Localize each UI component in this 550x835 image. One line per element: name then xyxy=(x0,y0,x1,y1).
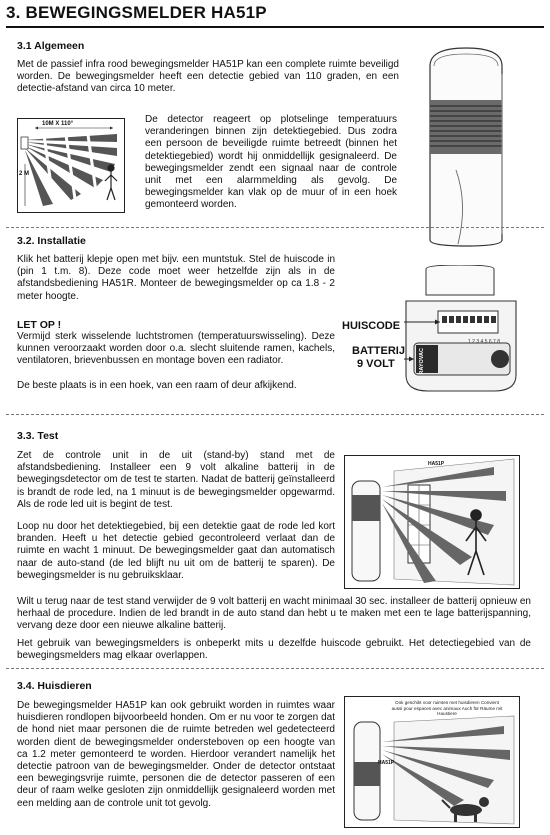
divider xyxy=(6,414,544,415)
label-huiscode: HUISCODE xyxy=(342,320,401,332)
letop-paragraph-2: De beste plaats is in een hoek, van een raam of deur afkijkend. xyxy=(17,380,297,391)
divider xyxy=(6,227,544,228)
dip-switch-numbers: 1 2 3 4 5 6 7 8 xyxy=(468,339,500,345)
test-paragraph-1: Zet de controle unit in de uit (stand-by) stand met de afstandsbediening. Installeer een 9 volt alkaline batterij in de bewegingsdetector om de test te starten. Nadat de batterij geïnstalleerd is brandt de rode led, na 1 minuut is de bewegingsmelder opgewarmd. Als de rode led uit is begint de test. xyxy=(17,450,335,510)
letop-heading: LET OP ! xyxy=(17,319,62,331)
installatie-paragraph: Klik het batterij klepje open met bijv. een muntstuk. Stel de huiscode in (pin 1 t.m. 8). Deze code moet weer hetzelfde zijn als in de afstandsbediening HA51R. Monteer de bewegingsmelder op ca 1.8 - 2 meter hoogte. xyxy=(17,254,335,302)
heading-3-2: 3.2. Installatie xyxy=(17,235,86,247)
heading-3-3: 3.3. Test xyxy=(17,430,59,442)
motion-detector-illustration xyxy=(420,44,512,250)
test-paragraph-4: Het gebruik van bewegingsmelders is onbeperkt mits u dezelfde huiscode gebruikt. Het detectiegebied van de bewegingsmelders mag elkaar overlappen. xyxy=(17,638,531,662)
figure-label-range: 10M X 110° xyxy=(42,121,74,127)
test-paragraph-2: Loop nu door het detektiegebied, bij een detektie gaat de rode led kort branden. Heeft u het detectie gebied gecontroleerd verlaat dan de ruimte en wacht 1 minuut. De bewegingsmelder gaat dan automatisch naar de auto-stand (de led blijft nu uit om de batterij te sparen). De bewegingsmelder is nu gebruiksklaar. xyxy=(17,521,335,581)
detection-area-figure xyxy=(17,118,125,213)
algemeen-paragraph-1: Met de passief infra rood bewegingsmelder HA51P kan een complete ruimte beveiligd worden. De bewegingsmelder heeft een detectie gebied van 110 graden, en een detectie-afstand van circa 10 meter. xyxy=(17,59,399,95)
battery-brand-label: RAYOVAC xyxy=(419,348,425,375)
label-9-volt: 9 VOLT xyxy=(357,358,395,370)
algemeen-paragraph-2: De detector reageert op plotselinge temperatuurs veranderingen binnen zijn detektiegebied. Dus zodra een persoon de beveiligde ruimte betreedt (binnen het detektiegebied) wordt hij onmiddellijk gesignaleerd. De bewegingsmelder zendt een signaal naar de controle unit met een alarmmelding als gevolg. De bewegingsmelder kan vlak op de muur of in een hoek gemonteerd worden. xyxy=(145,114,397,211)
letop-paragraph: Vermijd sterk wisselende luchtstromen (temperatuurswisseling). Deze kunnen veroorzaakt worden door o.a. slecht sluitende ramen, kachels, ventilatoren, brievenbussen en montage boven een radiator. xyxy=(17,331,335,367)
page-title-bar xyxy=(6,2,544,28)
heading-3-4: 3.4. Huisdieren xyxy=(17,680,92,692)
pet-figure-label: HA51P xyxy=(378,760,395,766)
pet-figure-caption: Ook geschikt voor ruimtes met huisdieren Convient aussi pour espaces avec animaux Auch für Räume mit Haustiere xyxy=(391,700,503,717)
test-room-illustration xyxy=(344,455,520,589)
label-batterij: BATTERIJ xyxy=(352,345,405,357)
heading-3-1: 3.1 Algemeen xyxy=(17,40,85,52)
huisdieren-paragraph: De bewegingsmelder HA51P kan ook gebruikt worden in ruimtes waar huisdieren rondlopen bijvoorbeeld honden. Om er nu voor te zorgen dat de hond niet maar personen die de ruimte betreden wel gedetecteerd worden dient de bewegingsmelder ondersteboven op een hoogte van ca 1.2 meter gemonteerd te worden. Hierdoor verandert namelijk het detectie patroon van de bewegingsmelder. Onder de detector ontstaat een bewegingsvrije ruimte, personen die de detector passeren of een deur of raam welke gesloten zijn onmiddellijk gesignaleerd worden met een melding aan de controle unit tot gevolg. xyxy=(17,700,335,809)
test-paragraph-3: Wilt u terug naar de test stand verwijder de 9 volt batterij en wacht minimaal 30 sec. installeer de batterij opnieuw en herhaal de procedure. Indien de led brandt in de auto stand dan hebt u te maken met een te lage batterijspanning, vervang deze door een nieuwe alkaline batterij. xyxy=(17,596,531,632)
figure-label-height: 2 M xyxy=(19,171,30,177)
test-figure-label: HA51P xyxy=(428,461,445,467)
divider xyxy=(6,668,544,669)
battery-compartment-illustration xyxy=(404,265,524,397)
page-title: 3. BEWEGINGSMELDER HA51P xyxy=(6,3,267,22)
